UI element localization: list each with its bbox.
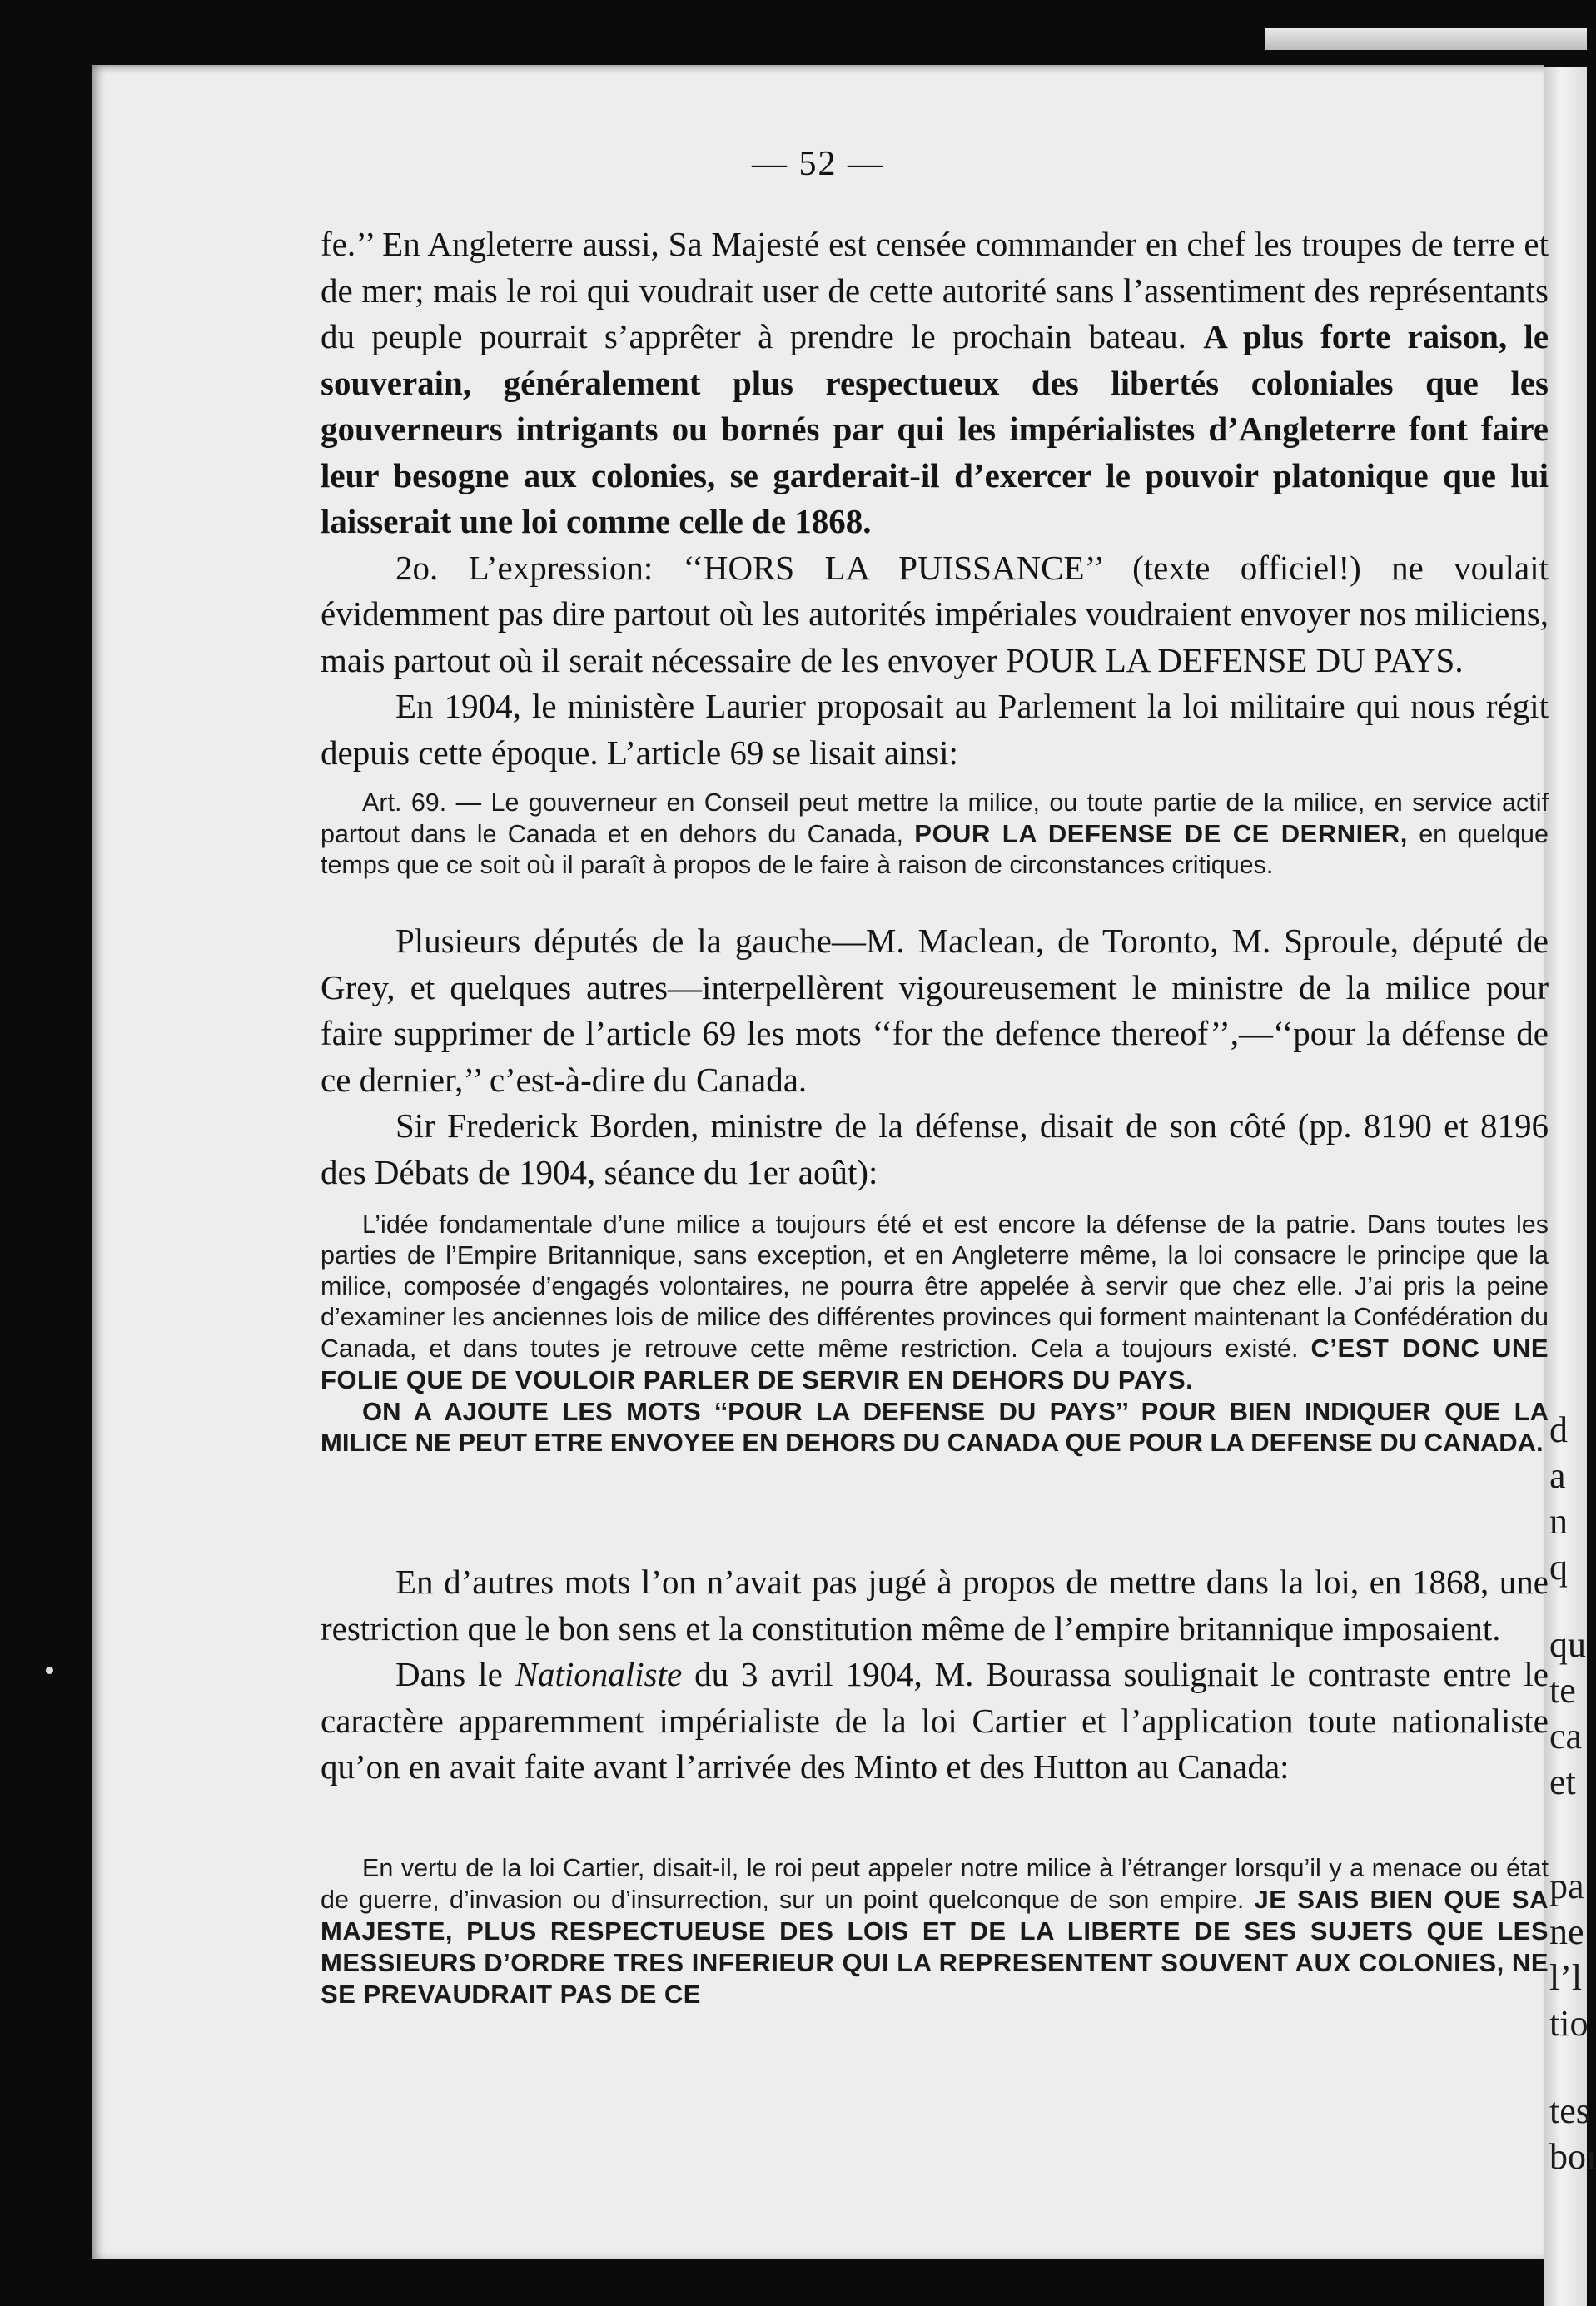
paragraph: 2o. L’expression: ‘‘HORS LA PUISSANCE’’ (texte officiel!) ne voulait évidemment pas dire partout où les autorités impériales voudraient envoyer nos miliciens, mais partout où il serait nécessaire de les envoyer POUR LA DEFENSE DU PAYS.: [321, 548, 1549, 679]
paragraph-text: Dans le: [395, 1655, 503, 1693]
paragraph: [321, 1652, 1549, 1791]
paragraph: Sir Frederick Borden, ministre de la défense, disait de son côté (pp. 8190 et 8196 des Débats de 1904, séance du 1er août):: [321, 1106, 1549, 1191]
paragraph: En d’autres mots l’on n’avait pas jugé à propos de mettre dans la loi, en 1868, une restriction que le bon sens et la constitution même de l’empire britannique imposaient.: [321, 1563, 1549, 1647]
quote-paragraph: [321, 1853, 1549, 2010]
adjacent-fragment: tes: [1549, 2090, 1590, 2131]
paragraph-text: du 3 avril 1904, M. Bourassa soulignait le contraste entre le caractère apparemment impérialiste de la loi Cartier et l’application toute nationaliste qu’on en avait faite avant l’arrivée des Minto et des Hutton au Canada:: [321, 1655, 1549, 1786]
quote-text: en quelque temps que ce soit où il paraît à propos de le faire à raison de circonstances critiques.: [321, 820, 1549, 879]
scan-edge: [1265, 28, 1587, 50]
adjacent-fragment: n: [1549, 1501, 1568, 1542]
quote-text: Art. 69. — Le gouverneur en Conseil peut mettre la milice, ou toute partie de la milice, en service actif partout dans le Canada et en dehors du Canada,: [321, 788, 1549, 848]
body-section-1: [321, 221, 1549, 776]
paragraph-text: fe.’’ En Angleterre aussi, Sa Majesté est censée commander en chef les troupes de terre et de mer; mais le roi qui voudrait user de cette autorité sans l’assentiment des représentants du peuple pourrait s’apprêter à prendre le prochain bateau.: [321, 225, 1549, 355]
adjacent-fragment: ca: [1549, 1716, 1583, 1757]
quote-emphasis: C’EST DONC UNE FOLIE QUE DE VOULOIR PARLER DE SERVIR EN DEHORS DU PAYS.: [321, 1334, 1549, 1394]
newspaper-title: Nationaliste: [515, 1655, 683, 1693]
quote-emphasis: POUR LA DEFENSE DE CE DERNIER,: [914, 819, 1408, 848]
adjacent-fragment: a: [1549, 1455, 1566, 1496]
paragraph-continuation: [321, 221, 1549, 545]
adjacent-fragment: ne: [1549, 1911, 1584, 1952]
adjacent-fragment: pa: [1549, 1866, 1584, 1906]
block-quote-2: [321, 1210, 1549, 1458]
adjacent-fragment: d: [1549, 1409, 1568, 1450]
quote-paragraph: [321, 1210, 1549, 1396]
block-quote-1: [321, 788, 1549, 881]
page-number: — 52 —: [752, 145, 884, 183]
adjacent-page-edge: [1544, 67, 1596, 2306]
adjacent-fragment: et: [1549, 1762, 1576, 1802]
quote-emphasis: JE SAIS BIEN QUE SA MAJESTE, PLUS RESPECTUEUSE DES LOIS ET DE LA LIBERTE DE SES SUJETS QUE LES MESSIEURS D’ORDRE TRES INFERIEUR QUI LA REPRESENTENT SOUVENT AUX COLONIES, NE SE PREVAUDRAIT PAS DE CE: [321, 1885, 1549, 2009]
adjacent-fragment: tio: [1549, 2003, 1589, 2044]
quote-paragraph: [321, 788, 1549, 881]
paragraph: En 1904, le ministère Laurier proposait au Parlement la loi militaire qui nous régit depuis cette époque. L’article 69 se lisait ainsi:: [321, 687, 1549, 772]
body-section-2: [321, 918, 1549, 1195]
adjacent-fragment: q: [1549, 1547, 1568, 1588]
block-quote-3: [321, 1853, 1549, 2010]
quote-text: L’idée fondamentale d’une milice a toujours été et est encore la défense de la patrie. Dans toutes les parties de l’Empire Britannique, sans exception, et en Angleterre même, la loi consacre le principe que la milice, composée d’engagés volontaires, ne pourra être appelée à servir que chez elle. J’ai pris la peine d’examiner les anciennes lois de milice des différentes provinces qui forment maintenant la Confédération du Canada, et dans toutes je retrouve cette même restriction. Cela a toujours existé.: [321, 1210, 1549, 1363]
quote-text: En vertu de la loi Cartier, disait-il, le roi peut appeler notre milice à l’étranger lorsqu’il y a menace ou état de guerre, d’invasion ou d’insurrection, sur un point quelconque de son empire.: [321, 1854, 1549, 1914]
adjacent-fragment: qu: [1549, 1624, 1586, 1665]
book-page: [92, 65, 1549, 2259]
paragraph-text-bold: A plus forte raison, le souverain, généralement plus respectueux des libertés coloniales que les gouverneurs intrigants ou bornés par qui les impérialistes d’Angleterre font faire leur besogne aux colonies, se garderait-il d’exercer le pouvoir platonique que lui laisserait une loi comme celle de 1868.: [321, 317, 1549, 540]
adjacent-fragment: l’l: [1549, 1957, 1583, 1998]
adjacent-fragment: te: [1549, 1670, 1576, 1711]
body-section-3: [321, 1559, 1549, 1791]
adjacent-fragment: boı: [1549, 2136, 1596, 2177]
scan-speck: [46, 1667, 53, 1674]
quote-emphasis-paragraph: ON A AJOUTE LES MOTS ‘‘POUR LA DEFENSE DU PAYS’’ POUR BIEN INDIQUER QUE LA MILICE NE PEUT ETRE ENVOYEE EN DEHORS DU CANADA QUE POUR LA DEFENSE DU CANADA.: [321, 1397, 1549, 1457]
paragraph: Plusieurs députés de la gauche—M. Maclean, de Toronto, M. Sproule, député de Grey, et quelques autres—interpellèrent vigoureusement le ministre de la milice pour faire supprimer de l’article 69 les mots ‘‘for the defence thereof’’,—‘‘pour la défense de ce dernier,’’ c’est-à-dire du Canada.: [321, 922, 1549, 1099]
